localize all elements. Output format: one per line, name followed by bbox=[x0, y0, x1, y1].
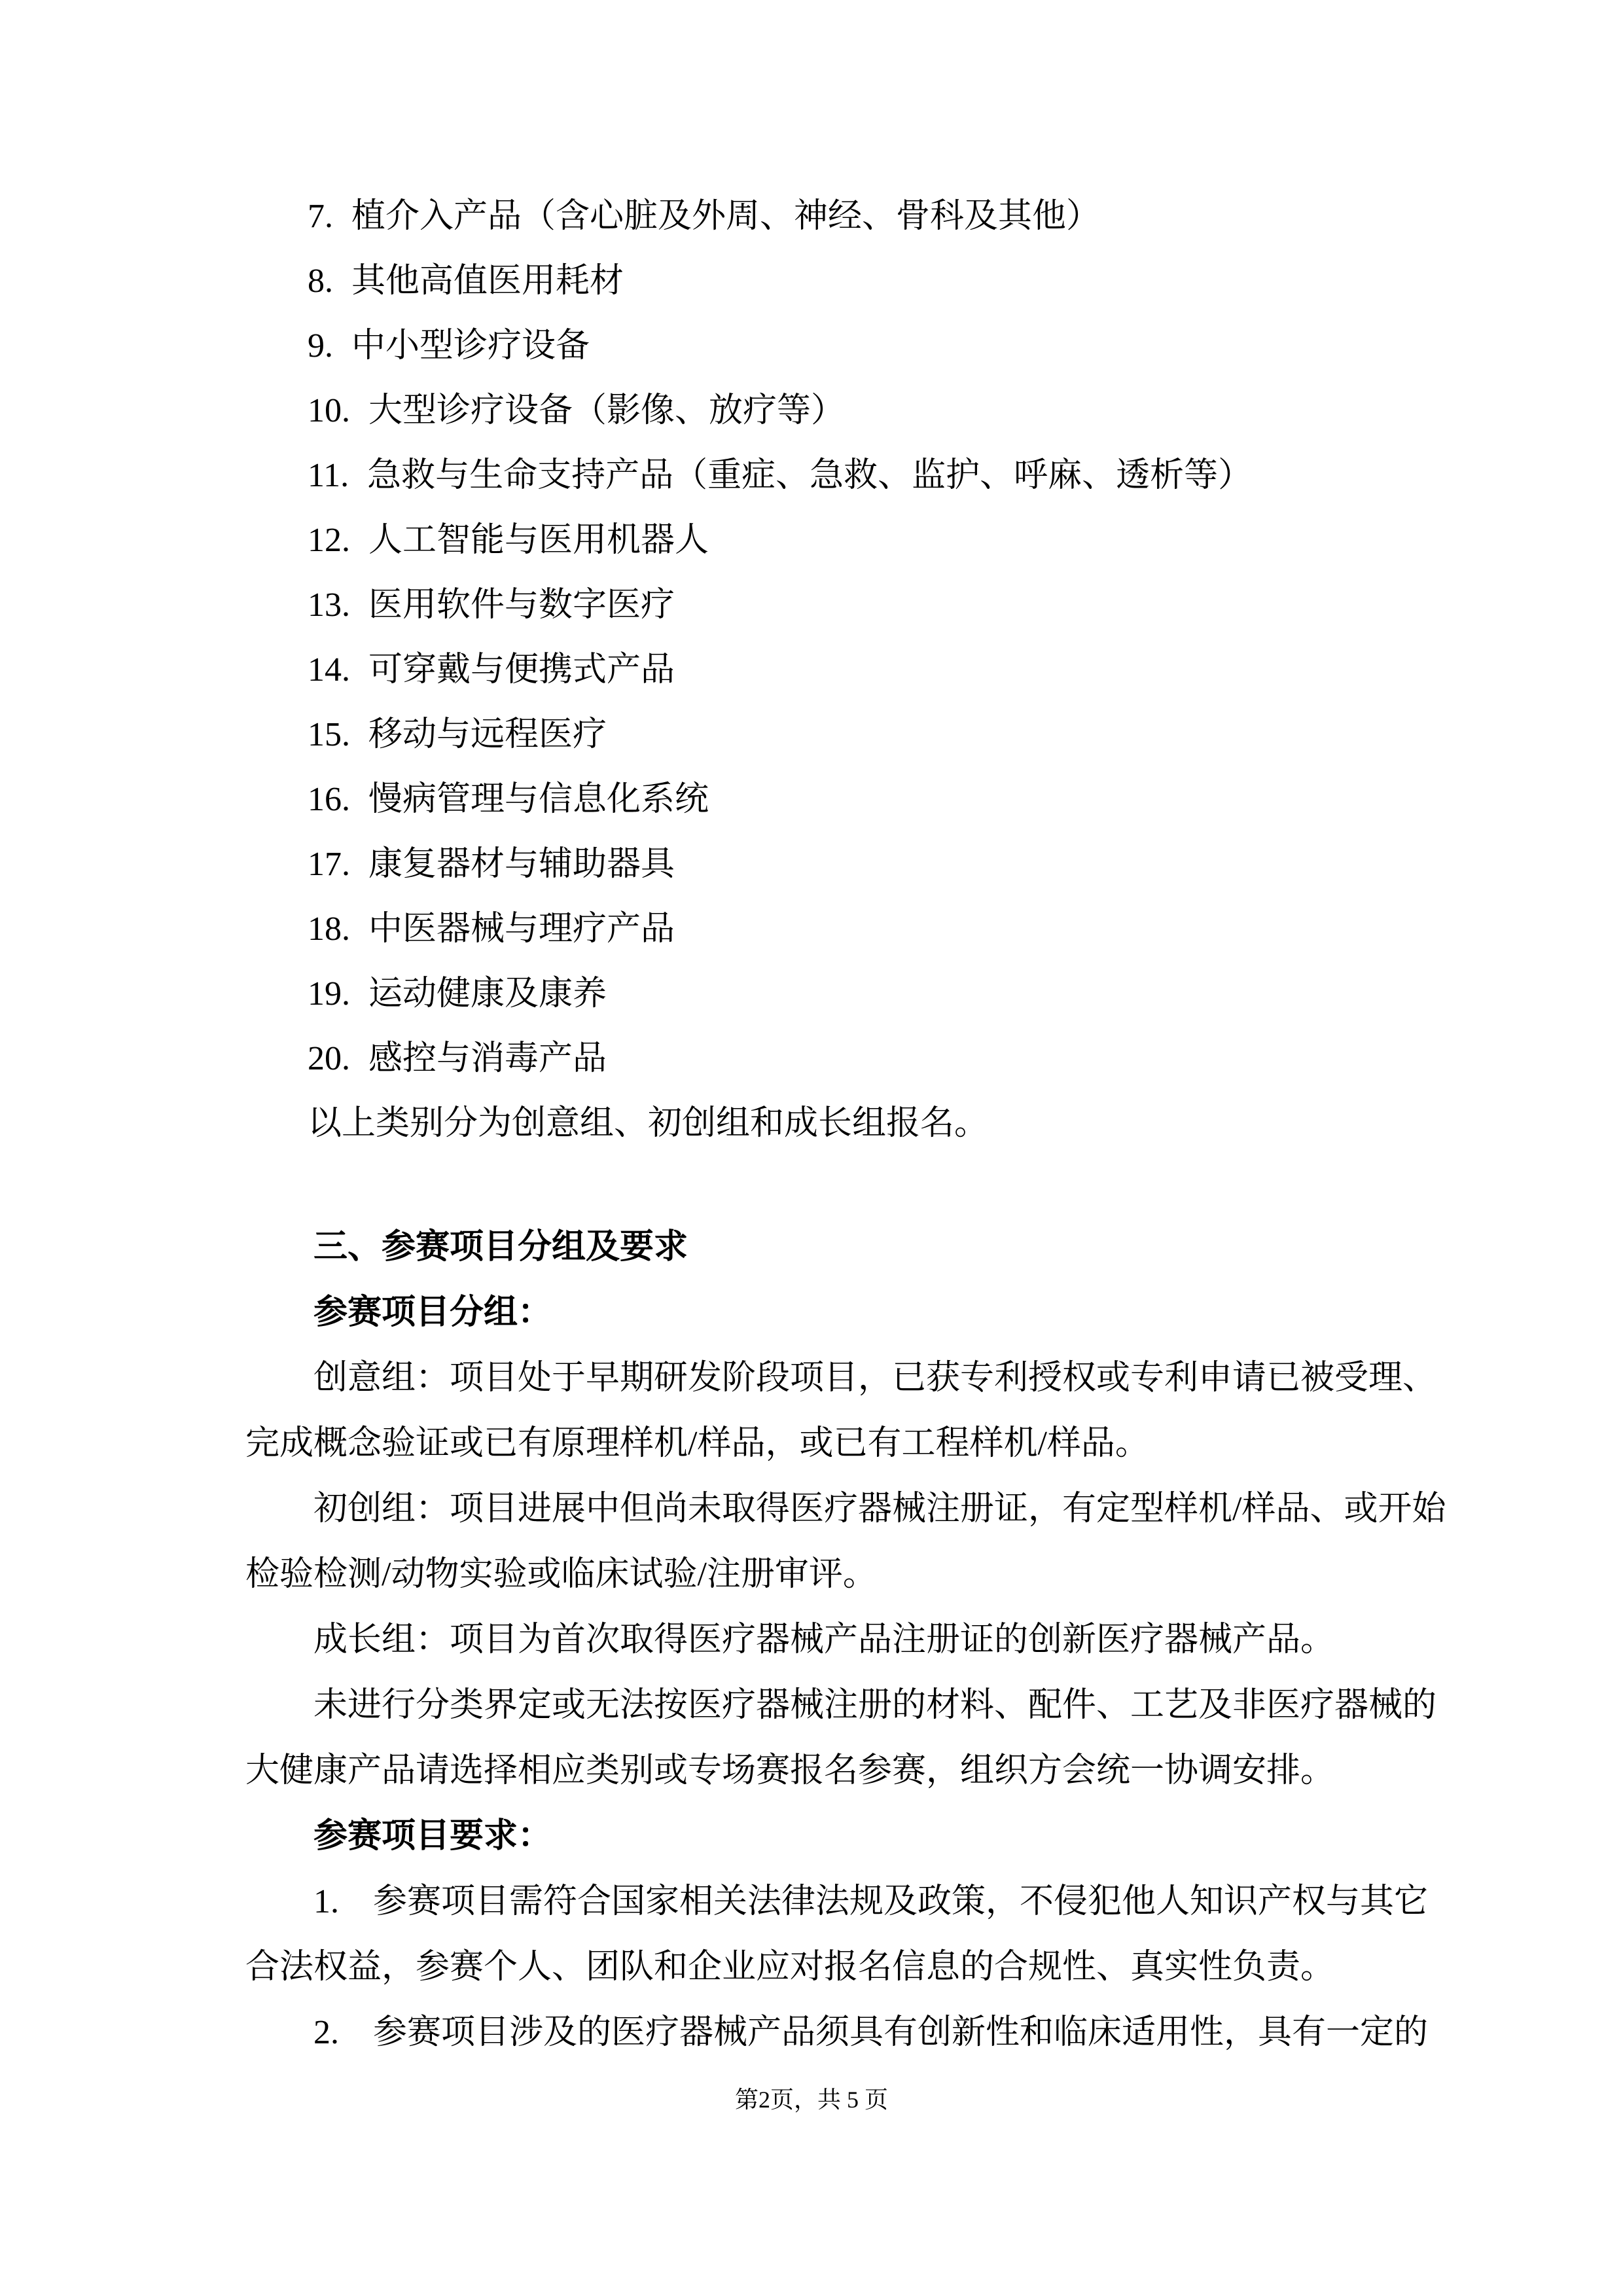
list-item-number: 8. bbox=[308, 262, 333, 300]
list-item bbox=[245, 249, 1378, 314]
groups-subheading: 参赛项目分组： bbox=[313, 1294, 552, 1331]
list-item-text: 运动健康及康养 bbox=[368, 975, 607, 1013]
list-item-text: 大型诊疗设备（影像、放疗等） bbox=[368, 392, 846, 429]
list-item-number: 19. bbox=[308, 975, 350, 1013]
list-item-text: 人工智能与医用机器人 bbox=[368, 522, 709, 559]
paragraph-line: 成长组：项目为首次取得医疗器械产品注册证的创新医疗器械产品。 bbox=[313, 1621, 1335, 1659]
list-item-number: 18. bbox=[308, 910, 350, 948]
list-item-text: 急救与生命支持产品（重症、急救、监护、呼麻、透析等） bbox=[367, 457, 1253, 494]
list-item-number: 9. bbox=[308, 327, 333, 365]
list-item bbox=[245, 832, 1378, 897]
list-item-text: 移动与远程医疗 bbox=[368, 716, 607, 753]
list-item-text: 其他高值医用耗材 bbox=[351, 262, 624, 300]
category-list bbox=[245, 184, 1378, 1156]
paragraph-line: 2. 参赛项目涉及的医疗器械产品须具有创新性和临床适用性，具有一定的 bbox=[313, 2014, 1429, 2051]
section-heading: 三、参赛项目分组及要求 bbox=[313, 1229, 688, 1266]
paragraph-line: 完成概念验证或已有原理样机/样品，或已有工程样机/样品。 bbox=[245, 1425, 1149, 1462]
list-item-number: 11. bbox=[308, 457, 349, 494]
paragraph-line: 合法权益，参赛个人、团队和企业应对报名信息的合规性、真实性负责。 bbox=[245, 1948, 1335, 1986]
list-item-number: 10. bbox=[308, 392, 350, 429]
list-item-number: 7. bbox=[308, 198, 333, 235]
list-item bbox=[245, 508, 1378, 573]
list-item-number: 13. bbox=[308, 586, 350, 624]
list-item-number: 17. bbox=[308, 846, 350, 883]
list-item bbox=[245, 184, 1378, 249]
list-item-text: 中医器械与理疗产品 bbox=[368, 910, 675, 948]
list-item bbox=[245, 314, 1378, 378]
list-item-number: 14. bbox=[308, 651, 350, 689]
list-item-text: 慢病管理与信息化系统 bbox=[368, 781, 709, 818]
list-item-text: 植介入产品（含心脏及外周、神经、骨科及其他） bbox=[351, 198, 1101, 235]
page-number: 第2页，共 5 页 bbox=[734, 2087, 888, 2113]
list-item-text: 中小型诊疗设备 bbox=[351, 327, 590, 365]
paragraph-line: 未进行分类界定或无法按医疗器械注册的材料、配件、工艺及非医疗器械的 bbox=[313, 1687, 1437, 1724]
paragraph-line: 1. 参赛项目需符合国家相关法律法规及政策，不侵犯他人知识产权与其它 bbox=[313, 1883, 1429, 1920]
list-item bbox=[245, 961, 1378, 1026]
requirements-subheading: 参赛项目要求： bbox=[313, 1818, 552, 1855]
list-item-text: 医用软件与数字医疗 bbox=[368, 586, 675, 624]
list-item-number: 16. bbox=[308, 781, 350, 818]
paragraph-line: 大健康产品请选择相应类别或专场赛报名参赛，组织方会统一协调安排。 bbox=[245, 1752, 1335, 1789]
list-item bbox=[245, 443, 1378, 508]
document-content bbox=[245, 184, 1446, 2066]
list-item bbox=[245, 897, 1378, 961]
paragraph-line: 初创组：项目进展中但尚未取得医疗器械注册证，有定型样机/样品、或开始 bbox=[313, 1490, 1446, 1528]
list-item-text: 感控与消毒产品 bbox=[368, 1040, 607, 1077]
list-closing-note: 以上类别分为创意组、初创组和成长组报名。 bbox=[308, 1105, 989, 1142]
list-item bbox=[245, 1026, 1378, 1091]
list-item bbox=[245, 573, 1378, 637]
list-item bbox=[245, 378, 1378, 443]
list-item bbox=[245, 637, 1378, 702]
list-item-number: 20. bbox=[308, 1040, 350, 1077]
list-item bbox=[245, 767, 1378, 832]
list-item-number: 12. bbox=[308, 522, 350, 559]
paragraph-line: 检验检测/动物实验或临床试验/注册审评。 bbox=[245, 1556, 877, 1593]
list-item-number: 15. bbox=[308, 716, 350, 753]
list-item bbox=[245, 702, 1378, 767]
paragraph-line: 创意组：项目处于早期研发阶段项目，已获专利授权或专利申请已被受理、 bbox=[313, 1359, 1437, 1397]
list-item-text: 可穿戴与便携式产品 bbox=[368, 651, 675, 689]
list-item-text: 康复器材与辅助器具 bbox=[368, 846, 675, 883]
